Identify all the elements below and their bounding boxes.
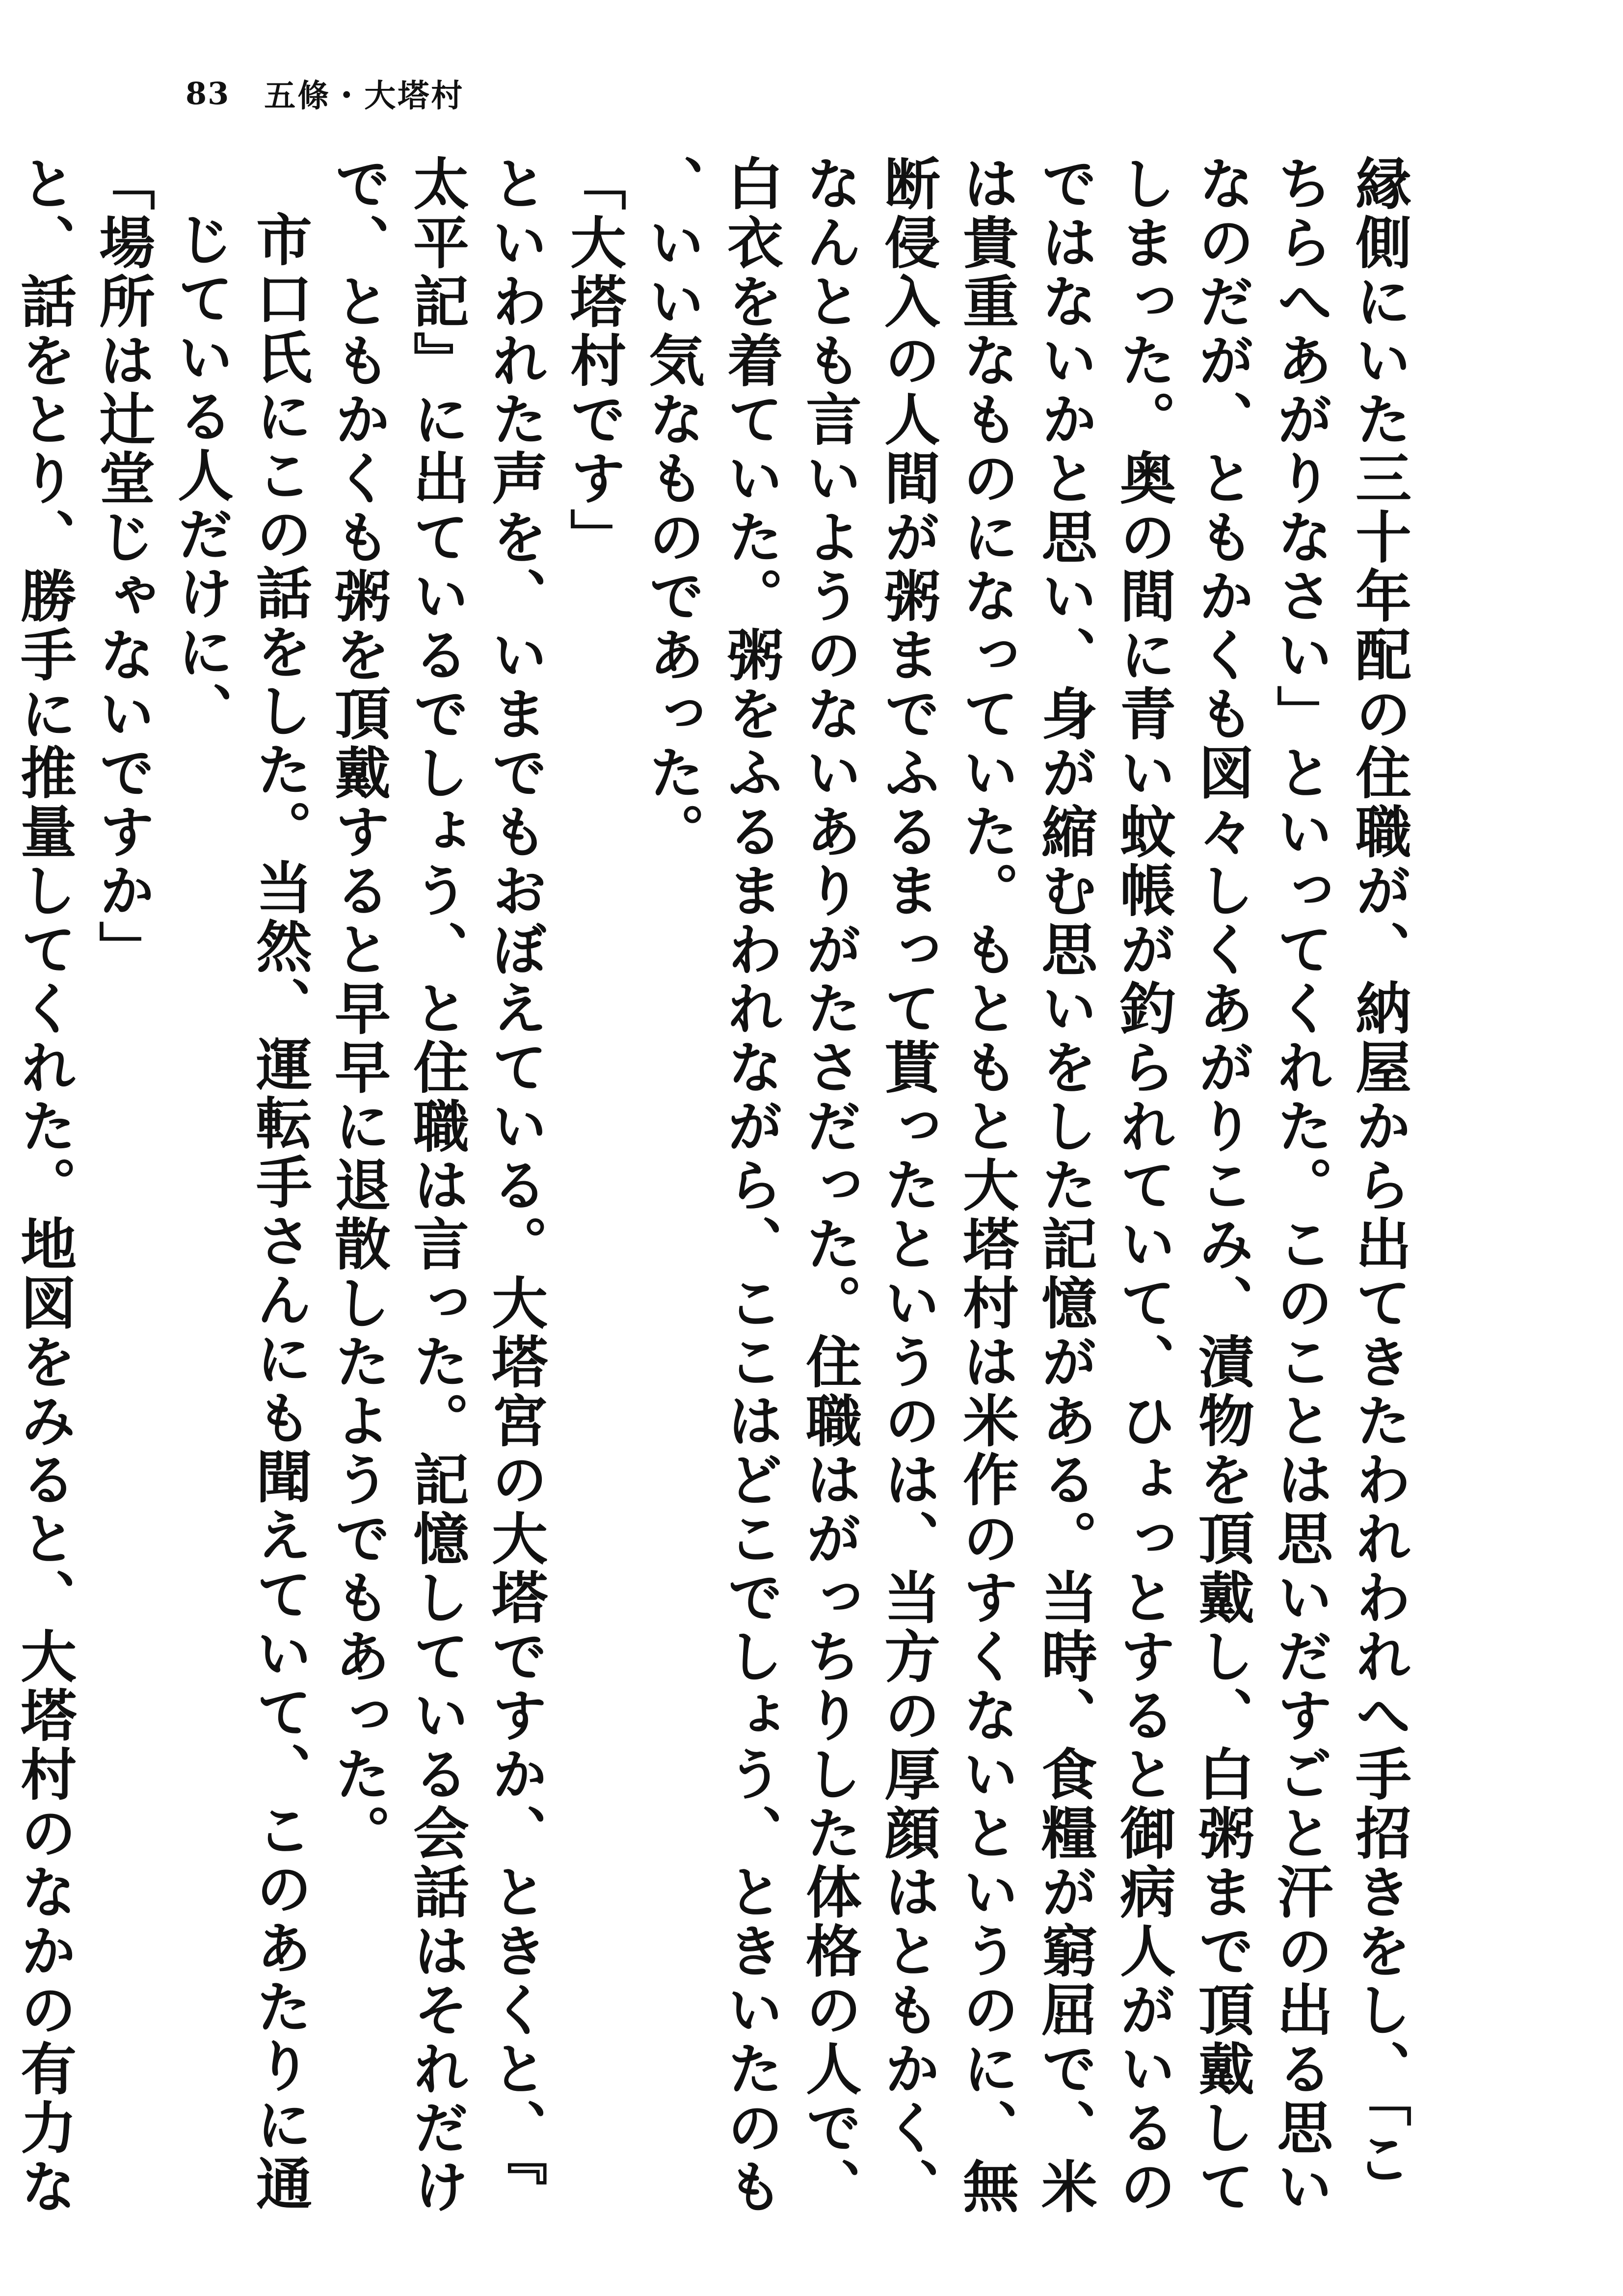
- paragraph: と、話をとり、勝手に推量してくれた。地図をみると、大塔村のなかの有力な: [11, 155, 77, 2216]
- vertical-text-block: [11, 155, 1418, 2236]
- paragraph: 市口氏にこの話をした。当然、運転手さんにも聞えていて、このあたりに通じている人だけに、: [168, 211, 313, 2214]
- chapter-title: 五條・大塔村: [264, 78, 465, 114]
- paragraph: といわれた声を、いまでもおぼえている。大塔宮の大塔ですか、ときくと、『太平記』に出ているでしょう、と住職は言った。記憶している会話はそれだけで、ともかくも粥を頂戴すると早早に退散したようでもあった。: [325, 155, 548, 2216]
- running-head: [186, 66, 464, 120]
- paragraph: 縁側にいた三十年配の住職が、納屋から出てきたわれわれへ手招きをし、「こちらへあがりなさい」といってくれた。このことは思いだすごと汗の出る思いなのだが、ともかくも図々しくあがりこみ、漬物を頂戴し、白粥まで頂戴してしまった。奥の間に青い蚊帳が釣られていて、ひょっとすると御病人がいるのではないかと思い、身が縮む思いをした記憶がある。当時、食糧が窮屈で、米は貴重なものになっていた。もともと大塔村は米作のすくないというのに、無断侵入の人間が粥までふるまって貰ったというのは、当方の厚顔はともかく、なんとも言いようのないありがたさだった。住職はがっちりした体格の人で、白衣を着ていた。粥をふるまわれながら、ここはどこでしょう、ときいたのも、いい気なものであった。: [639, 155, 1412, 2216]
- paragraph: 「大塔村です」: [561, 155, 627, 567]
- paragraph: 「場所は辻堂じゃないですか」: [90, 155, 156, 979]
- page-number: 83: [186, 75, 230, 111]
